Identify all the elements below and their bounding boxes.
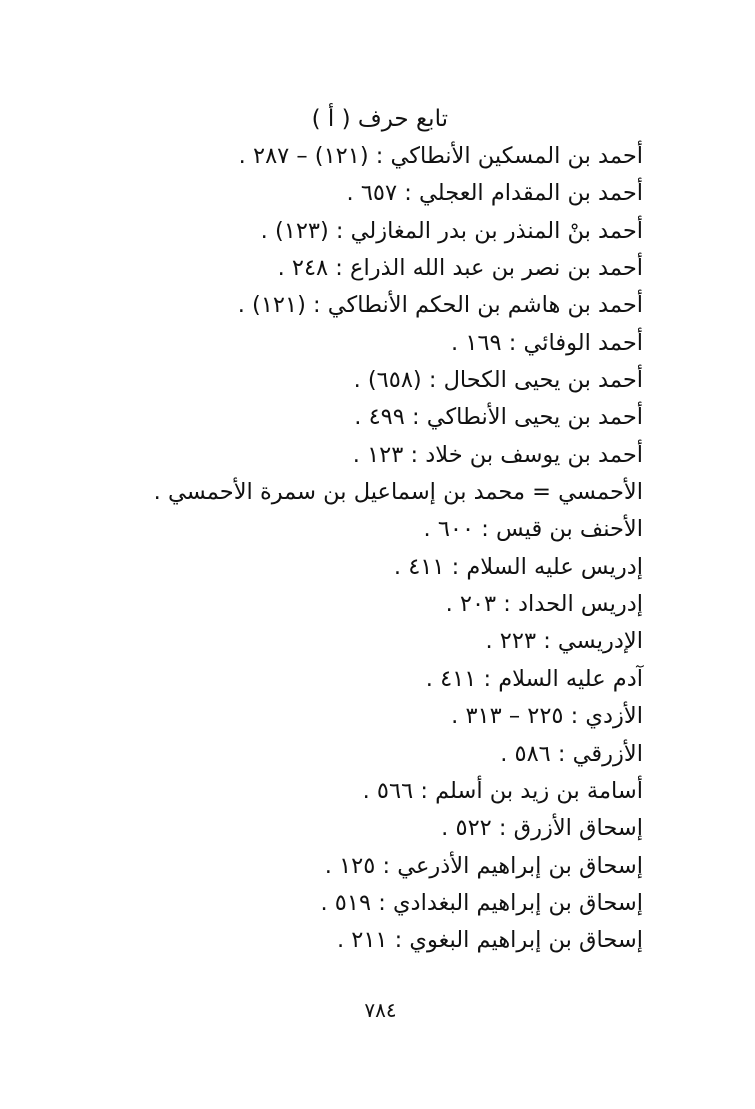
- index-entry: أحمد بن يحيى الأنطاكي : ٤٩٩ .: [354, 404, 643, 431]
- index-entry: الأحنف بن قيس : ٦٠٠ .: [423, 516, 643, 543]
- index-entry: إدريس عليه السلام : ٤١١ .: [393, 553, 643, 580]
- index-entry: إسحاق بن إبراهيم الأذرعي : ١٢٥ .: [324, 852, 643, 879]
- index-entry: أحمد بن نصر بن عبد الله الذراع : ٢٤٨ .: [277, 255, 643, 282]
- index-entry: آدم عليه السلام : ٤١١ .: [425, 665, 643, 692]
- index-entry: أحمد بن المسكين الأنطاكي : (١٢١) – ٢٨٧ .: [238, 143, 643, 169]
- index-entry: أسامة بن زيد بن أسلم : ٥٦٦ .: [362, 777, 643, 804]
- index-entry: الأحمسي = محمد بن إسماعيل بن سمرة الأحمسي .: [153, 479, 643, 506]
- index-entry: إدريس الحداد : ٢٠٣ .: [445, 591, 643, 618]
- index-entry: الأزرقي : ٥٨٦ .: [500, 740, 643, 767]
- page-number: ٧٨٤: [364, 998, 397, 1022]
- index-entry: إسحاق بن إبراهيم البغدادي : ٥١٩ .: [320, 889, 643, 916]
- index-entry: أحمد الوفائي : ١٦٩ .: [451, 329, 643, 356]
- index-entry: إسحاق بن إبراهيم البغوي : ٢١١ .: [336, 927, 643, 954]
- index-entry: إسحاق الأزرق : ٥٢٢ .: [441, 815, 643, 842]
- index-entry: أحمد بن يوسف بن خلاد : ١٢٣ .: [352, 441, 643, 468]
- index-entry: الأزدي : ٢٢٥ – ٣١٣ .: [451, 703, 643, 730]
- index-entries: [83, 138, 643, 960]
- index-entry: أحمد بنْ المنذر بن بدر المغازلي : (١٢٣) .: [260, 217, 643, 244]
- index-entry: أحمد بن يحيى الكحال : (٦٥٨) .: [353, 367, 643, 394]
- index-entry: أحمد بن المقدام العجلي : ٦٥٧ .: [346, 180, 643, 207]
- index-entry: الإدريسي : ٢٢٣ .: [485, 628, 643, 655]
- section-heading: تابع حرف ( أ ): [311, 106, 448, 132]
- index-entry: أحمد بن هاشم بن الحكم الأنطاكي : (١٢١) .: [237, 292, 643, 319]
